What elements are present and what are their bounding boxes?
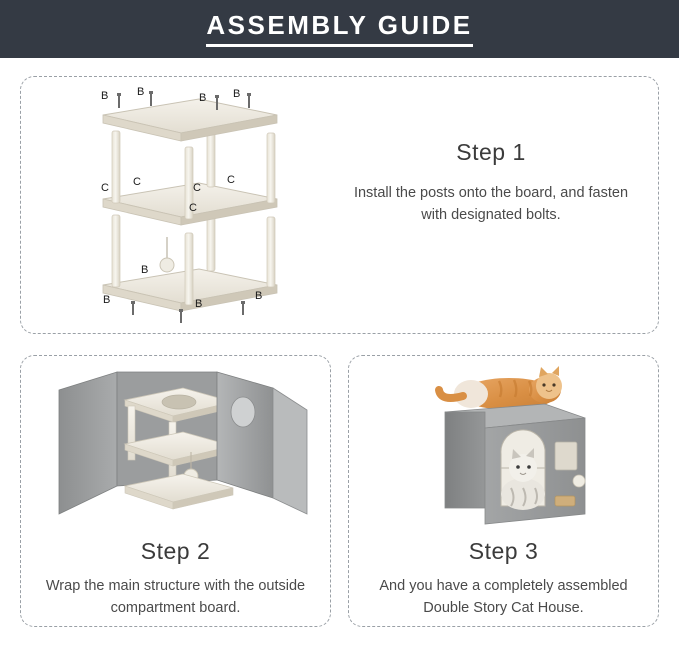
left-wrap-panel — [59, 372, 117, 514]
top-board — [103, 99, 277, 141]
svg-text:B: B — [101, 90, 109, 102]
cat-tree-frame-svg — [81, 87, 331, 327]
svg-text:C: C — [193, 182, 201, 194]
cat-tree-frame-diagram — [81, 87, 331, 327]
svg-text:B: B — [141, 264, 149, 276]
step-3-heading: Step 3 — [468, 538, 539, 564]
step-3-panel — [348, 355, 659, 627]
cat-house-wrap-diagram — [21, 364, 330, 536]
step-1-body: Install the posts onto the board, and fasten with designated bolts. — [353, 185, 629, 224]
step-1-panel — [20, 76, 659, 334]
cat-house-wrap-svg — [21, 364, 332, 536]
right-wrap-panel — [217, 372, 273, 498]
step-1-text-block — [341, 139, 641, 227]
side-window-panel — [555, 442, 577, 470]
side-window-hole — [231, 397, 255, 427]
brand-label — [555, 496, 575, 506]
cat-house-body — [445, 404, 585, 524]
page-title: ASSEMBLY GUIDE — [206, 11, 472, 47]
page-header — [0, 0, 679, 58]
svg-text:B: B — [255, 290, 263, 302]
step-2-panel — [20, 355, 331, 627]
svg-text:C: C — [189, 202, 197, 214]
finished-cat-house-svg — [349, 364, 660, 536]
hanging-ball-toy — [160, 237, 174, 272]
top-entry-hole — [162, 395, 196, 409]
step-2-text-block — [21, 538, 330, 620]
orange-cat-on-top — [439, 366, 562, 410]
svg-text:B: B — [103, 294, 111, 306]
step-2-heading: Step 2 — [140, 538, 211, 564]
svg-text:B: B — [233, 88, 241, 100]
step-1-heading: Step 1 — [456, 139, 526, 165]
finished-cat-house-photo — [349, 364, 658, 536]
svg-text:C: C — [227, 174, 235, 186]
svg-text:C: C — [101, 182, 109, 194]
front-flap-panel — [273, 388, 307, 514]
svg-text:B: B — [195, 298, 203, 310]
step-3-text-block — [349, 538, 658, 620]
svg-text:B: B — [199, 92, 207, 104]
step-3-body: And you have a completely assembled Double Story Cat House. — [379, 578, 628, 617]
svg-text:B: B — [137, 87, 145, 98]
step-2-body: Wrap the main structure with the outside compartment board. — [45, 578, 306, 617]
svg-text:C: C — [133, 176, 141, 188]
